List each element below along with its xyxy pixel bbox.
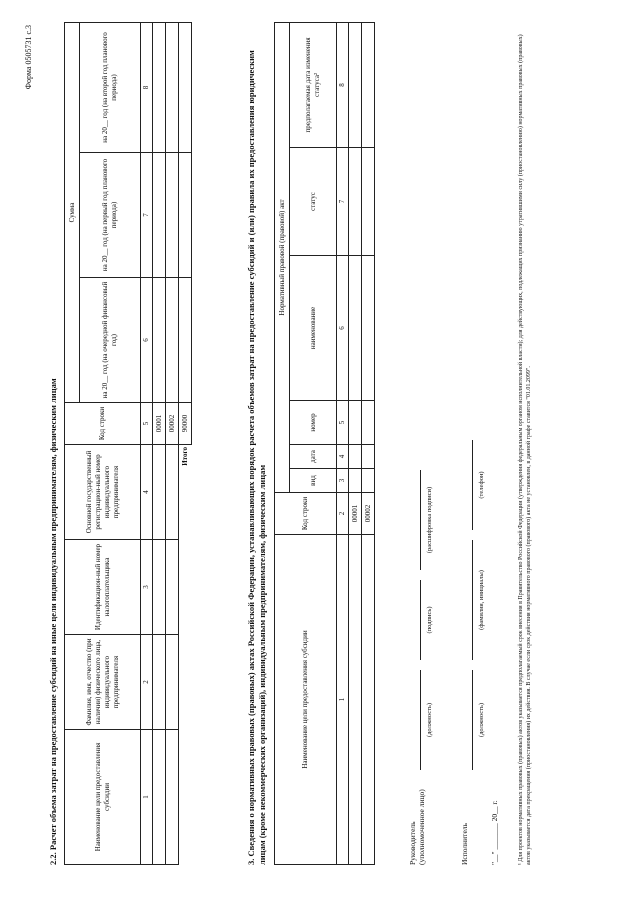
col-index: 8	[337, 22, 349, 147]
subsidy-cost-table	[64, 22, 192, 865]
col-index: 5	[141, 403, 153, 445]
col-index: 3	[337, 469, 349, 493]
head-decryption-field[interactable]	[408, 470, 433, 570]
col-index: 2	[337, 493, 349, 535]
col-inn-header: Идентификацион-ный номер налогоплательщика	[65, 540, 141, 635]
executor-name-field[interactable]	[460, 540, 485, 660]
col-index: 2	[141, 635, 153, 730]
rotated-form-page	[20, 15, 620, 895]
position-caption: (должность)	[478, 702, 485, 738]
total-label: Итого	[180, 447, 189, 466]
total-year1[interactable]	[179, 278, 192, 403]
col-number-header: номер	[290, 401, 337, 445]
cell-inn[interactable]	[166, 540, 179, 635]
cell-code: 00002	[166, 403, 179, 445]
section-2-2-title: 2.2. Расчет объема затрат на предоставление субсидий на иные цели индивидуальным предпринимателям, физическим лицам	[48, 378, 58, 865]
cell-fio[interactable]	[166, 635, 179, 730]
cell-year2[interactable]	[153, 153, 166, 278]
col-status-header: статус	[290, 148, 337, 256]
total-row	[179, 22, 192, 864]
cell-ogrnip[interactable]	[166, 445, 179, 540]
col-fio-header: Фамилия, имя, отчество (при наличии) физического лица, индивидуального предпринимателя	[65, 635, 141, 730]
cell-inn[interactable]	[153, 540, 166, 635]
phone-caption: (телефон)	[478, 471, 485, 499]
cell-year3[interactable]	[166, 22, 179, 152]
total-code: 90000	[179, 403, 192, 445]
cell-purpose[interactable]	[166, 730, 179, 865]
cell-expected-date[interactable]	[349, 22, 362, 147]
col-year2-header: на 20__ год (на первый год планового периода)	[80, 153, 141, 278]
total-year3[interactable]	[179, 22, 192, 152]
table-row	[153, 22, 166, 864]
footnote: ¹ Для проектов нормативных правовых (правовых) актов указывается предполагаемый срок внесения в Правительство Российской Федерации (утверждения федеральным органом исполнительной власти); для действующих, подлежащих признанию утратившими силу (приостановлению) нормативных правовых (правовых) актов указывается дата прекращения (приостановления) их действия. В случае если срок действия нормативного правового (правового) акта не установлен, в данной графе ставится "01.01.2099".	[518, 34, 532, 865]
head-signature-field[interactable]	[408, 580, 433, 660]
position-caption: (должность)	[426, 702, 433, 738]
cell-fio[interactable]	[153, 635, 166, 730]
decryption-caption: (расшифровка подписи)	[426, 486, 433, 554]
form-number: Форма 0505731 с.3	[24, 25, 33, 90]
cell-status[interactable]	[349, 148, 362, 256]
col-index: 7	[337, 148, 349, 256]
col-index: 6	[337, 256, 349, 401]
col-vid-header: вид	[290, 469, 337, 493]
cell-vid[interactable]	[349, 469, 362, 493]
table-row	[362, 22, 375, 864]
col-index: 3	[141, 540, 153, 635]
col-index: 4	[337, 445, 349, 469]
col-act-header: Нормативный правовой (правовой) акт	[275, 22, 290, 492]
cell-year1[interactable]	[153, 278, 166, 403]
cell-ogrnip[interactable]	[153, 445, 166, 540]
name-caption: (фамилия, инициалы)	[478, 570, 485, 630]
cell-status[interactable]	[362, 148, 375, 256]
cell-date[interactable]	[362, 445, 375, 469]
executor-phone-field[interactable]	[460, 440, 485, 530]
section-3-title: 3. Сведения о нормативных правовых (правовых) актах Российской Федерации, устанавливающих порядок расчета объемов затрат на предоставление субсидий и (или) правила их предоставления юридическим лицам (кроме некоммерческих организаций), индивидуальным предпринимателям, физическим лицам	[246, 50, 267, 865]
col-purpose-header: Наименование цели предоставления субсидии	[65, 730, 141, 865]
cell-year3[interactable]	[153, 22, 166, 152]
col-name-header: наименование	[290, 256, 337, 401]
cell-name[interactable]	[349, 256, 362, 401]
executor-position-field[interactable]	[460, 670, 485, 770]
col-expected-date-header: предполагаемая дата изменения статуса²	[290, 22, 337, 147]
col-code-header: Код строки	[65, 403, 141, 445]
cell-code: 00001	[349, 493, 362, 535]
cell-code: 00001	[153, 403, 166, 445]
legal-acts-table	[274, 22, 375, 865]
col-code-header: Код строки	[275, 493, 337, 535]
cell-expected-date[interactable]	[362, 22, 375, 147]
col-purpose-header: Наименование цели предоставления субсидии	[275, 535, 337, 865]
signature-caption: (подпись)	[426, 606, 433, 634]
cell-vid[interactable]	[362, 469, 375, 493]
col-ogrnip-header: Основной государственный регистрацион-ный номер индивидуального предпринимателя	[65, 445, 141, 540]
col-date-header: дата	[290, 445, 337, 469]
cell-purpose[interactable]	[362, 535, 375, 865]
col-year1-header: на 20__ год (на очередной финансовый год)	[80, 278, 141, 403]
col-index: 1	[337, 535, 349, 865]
cell-year1[interactable]	[166, 278, 179, 403]
cell-purpose[interactable]	[349, 535, 362, 865]
cell-code: 00002	[362, 493, 375, 535]
cell-year2[interactable]	[166, 153, 179, 278]
col-sum-header: Сумма	[65, 22, 80, 402]
col-index: 8	[141, 22, 153, 152]
cell-number[interactable]	[362, 401, 375, 445]
col-year3-header: на 20__ год (на второй год планового периода)	[80, 22, 141, 152]
total-year2[interactable]	[179, 153, 192, 278]
col-index: 6	[141, 278, 153, 403]
table-row	[349, 22, 362, 864]
cell-number[interactable]	[349, 401, 362, 445]
head-label: Руководитель (уполномоченное лицо)	[408, 789, 426, 865]
executor-label: Исполнитель	[460, 823, 469, 865]
col-index: 4	[141, 445, 153, 540]
cell-purpose[interactable]	[153, 730, 166, 865]
cell-name[interactable]	[362, 256, 375, 401]
col-index: 1	[141, 730, 153, 865]
date-line[interactable]: "__" _______ 20__ г.	[490, 800, 499, 865]
table-row	[166, 22, 179, 864]
col-index: 5	[337, 401, 349, 445]
col-index: 7	[141, 153, 153, 278]
head-position-field[interactable]	[408, 670, 433, 770]
cell-date[interactable]	[349, 445, 362, 469]
